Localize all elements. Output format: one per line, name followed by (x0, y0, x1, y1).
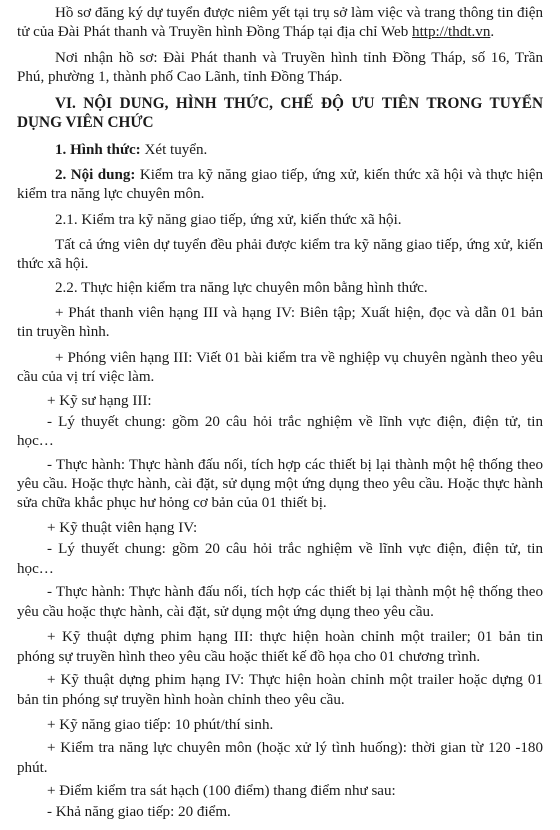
paragraph-engineer-practice: - Thực hành: Thực hành đấu nối, tích hợp các thiết bị lại thành một hệ thống theo yêu cầu. Hoặc thực hành, cài đặt, sử dụng một ứng dụng theo yêu cầu. Hoặc thực hành sửa chữa khắc phục hư hỏng cơ bản của 01 thiết bị. (17, 456, 543, 512)
paragraph-text: Hồ sơ đăng ký dự tuyển được niêm yết tại trụ sở làm việc và trang thông tin điện tử của Đài Phát thanh và Truyền hình Đồng Tháp tại địa chỉ Web (17, 5, 543, 41)
paragraph-end: . (490, 24, 495, 41)
paragraph-communication-time: + Kỹ năng giao tiếp: 10 phút/thí sinh. (47, 717, 274, 734)
paragraph-communication-score: - Khả năng giao tiếp: 20 điểm. (47, 804, 231, 821)
paragraph-engineer-theory: - Lý thuyết chung: gồm 20 câu hỏi trắc nghiệm về lĩnh vực điện, điện tử, tin học… (17, 413, 543, 450)
paragraph-engineer: + Kỹ sư hạng III: (47, 392, 152, 409)
paragraph-all-candidates: Tất cả ứng viên dự tuyển đều phải được kiểm tra kỹ năng giao tiếp, ứng xử, kiến thức xã hội. (17, 236, 543, 273)
paragraph-2-2: 2.2. Thực hiện kiểm tra năng lực chuyên môn bằng hình thức. (55, 279, 428, 296)
paragraph-2-1: 2.1. Kiểm tra kỹ năng giao tiếp, ứng xử, kiến thức xã hội. (55, 211, 402, 228)
form-text: Xét tuyển. (140, 141, 208, 158)
paragraph-technician-practice: - Thực hành: Thực hành đấu nối, tích hợp các thiết bị lại thành một hệ thống theo yêu cầu hoặc thực hành, cài đặt, sử dụng một ứng dụng theo yêu cầu. (17, 584, 543, 620)
paragraph-announcer: + Phát thanh viên hạng III và hạng IV: Biên tập; Xuất hiện, đọc và dẫn 01 bản tin truyền hình. (17, 304, 543, 341)
form-label: 1. Hình thức: (55, 141, 141, 158)
website-link[interactable]: http://thdt.vn (412, 24, 491, 41)
paragraph-editor-iii: + Kỹ thuật dựng phim hạng III: thực hiện hoàn chỉnh một trailer; 01 bản tin phóng sự truyền hình theo yêu cầu hoặc thiết kế đồ họa cho 01 chương trình. (17, 629, 543, 665)
paragraph-reporter: + Phóng viên hạng III: Viết 01 bài kiểm tra về nghiệp vụ chuyên ngành theo yêu cầu của vị trí việc làm. (17, 349, 543, 386)
paragraph-content (17, 166, 543, 205)
paragraph-technician-theory: - Lý thuyết chung: gồm 20 câu hỏi trắc nghiệm về lĩnh vực điện, điện tử, tin học… (17, 541, 543, 577)
paragraph-form (17, 141, 543, 160)
section-heading-vi: VI. NỘI DUNG, HÌNH THỨC, CHẾ ĐỘ ƯU TIÊN TRONG TUYỂN DỤNG VIÊN CHỨC (17, 94, 543, 132)
content-text: Kiểm tra kỹ năng giao tiếp, ứng xử, kiến thức xã hội và thực hiện kiểm tra năng lực chuyên môn. (17, 166, 543, 203)
paragraph-editor-iv: + Kỹ thuật dựng phim hạng IV: Thực hiện hoàn chỉnh một trailer hoặc dựng 01 bản tin phóng sự truyền hình hoàn chỉnh theo yêu cầu. (17, 672, 543, 708)
paragraph-score-scale: + Điểm kiểm tra sát hạch (100 điểm) thang điểm như sau: (47, 783, 396, 800)
paragraph-technician: + Kỹ thuật viên hạng IV: (47, 520, 198, 537)
paragraph-professional-time: + Kiểm tra năng lực chuyên môn (hoặc xử lý tình huống): thời gian từ 120 -180 phút. (17, 740, 543, 776)
content-label: 2. Nội dung: (55, 166, 136, 183)
paragraph-dossier-address: Nơi nhận hồ sơ: Đài Phát thanh và Truyền hình tỉnh Đồng Tháp, số 16, Trần Phú, phường 1, thành phố Cao Lãnh, tỉnh Đồng Tháp. (17, 49, 543, 86)
paragraph-dossier-posting (17, 4, 543, 43)
